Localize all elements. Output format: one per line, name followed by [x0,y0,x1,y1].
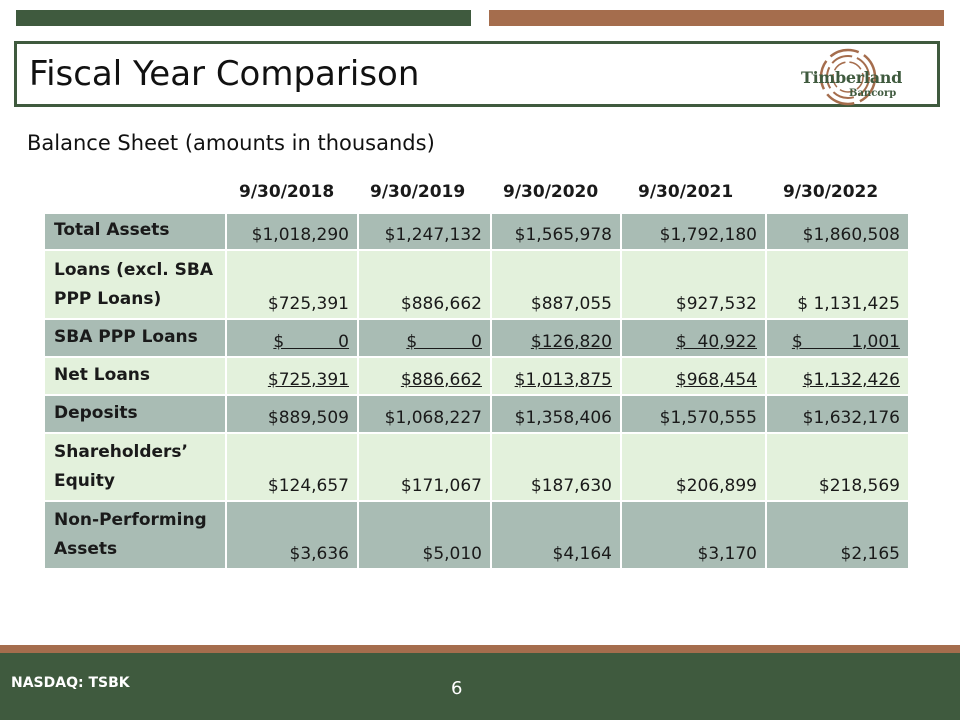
cell-value: $218,569 [766,433,909,501]
row-label: SBA PPP Loans [44,319,226,357]
footer-brown-bar [0,645,960,653]
column-header-2021: 9/30/2021 [638,182,734,202]
nasdaq-ticker: NASDAQ: TSBK [11,675,130,691]
cell-value: $1,565,978 [491,213,621,250]
table-row [44,250,909,319]
section-subtitle: Balance Sheet (amounts in thousands) [27,131,435,155]
row-label: Total Assets [44,213,226,250]
cell-value: $1,013,875 [514,370,612,390]
cell-value: $968,454 [675,370,757,390]
table-row [44,213,909,250]
title-box [14,41,940,107]
cell-value: $1,792,180 [621,213,766,250]
row-label: Non-Performing Assets [44,501,226,569]
cell-value: $725,391 [226,250,358,319]
cell-value: $3,170 [621,501,766,569]
cell-value: $1,132,426 [802,370,900,390]
cell-value: $1,247,132 [358,213,491,250]
cell-value: $ 1,131,425 [766,250,909,319]
page-title: Fiscal Year Comparison [29,54,420,94]
cell-value: $ 40,922 [675,332,757,352]
cell-value: $1,358,406 [491,395,621,433]
balance-sheet-table [43,212,910,570]
logo-name: Timberland [801,68,902,87]
column-header-2019: 9/30/2019 [370,182,466,202]
cell-value: $187,630 [491,433,621,501]
cell-value: $5,010 [358,501,491,569]
logo-sub: Bancorp [849,88,897,99]
row-label: Shareholders’ Equity [44,433,226,501]
table-row [44,433,909,501]
cell-value: $ 0 [406,332,482,352]
cell-value: $1,068,227 [358,395,491,433]
cell-value: $1,860,508 [766,213,909,250]
table-row [44,357,909,395]
column-header-2018: 9/30/2018 [239,182,335,202]
page-number: 6 [451,678,463,699]
cell-value: $1,018,290 [226,213,358,250]
cell-value: $124,657 [226,433,358,501]
company-logo [795,48,915,106]
cell-value: $2,165 [766,501,909,569]
top-green-bar [16,10,471,26]
cell-value: $ 1,001 [791,332,900,352]
cell-value: $725,391 [267,370,349,390]
column-header-2020: 9/30/2020 [503,182,599,202]
cell-value: $889,509 [226,395,358,433]
table-row [44,395,909,433]
table-row [44,319,909,357]
cell-value: $887,055 [491,250,621,319]
cell-value: $3,636 [226,501,358,569]
cell-value: $886,662 [358,250,491,319]
cell-value: $206,899 [621,433,766,501]
cell-value: $126,820 [530,332,612,352]
row-label: Net Loans [44,357,226,395]
cell-value: $927,532 [621,250,766,319]
row-label: Loans (excl. SBA PPP Loans) [44,250,226,319]
cell-value: $171,067 [358,433,491,501]
table-row [44,501,909,569]
cell-value: $ 0 [273,332,349,352]
cell-value: $886,662 [400,370,482,390]
cell-value: $1,570,555 [621,395,766,433]
row-label: Deposits [44,395,226,433]
cell-value: $4,164 [491,501,621,569]
column-header-2022: 9/30/2022 [783,182,879,202]
top-brown-bar [489,10,944,26]
footer-green-bar [0,653,960,720]
cell-value: $1,632,176 [766,395,909,433]
